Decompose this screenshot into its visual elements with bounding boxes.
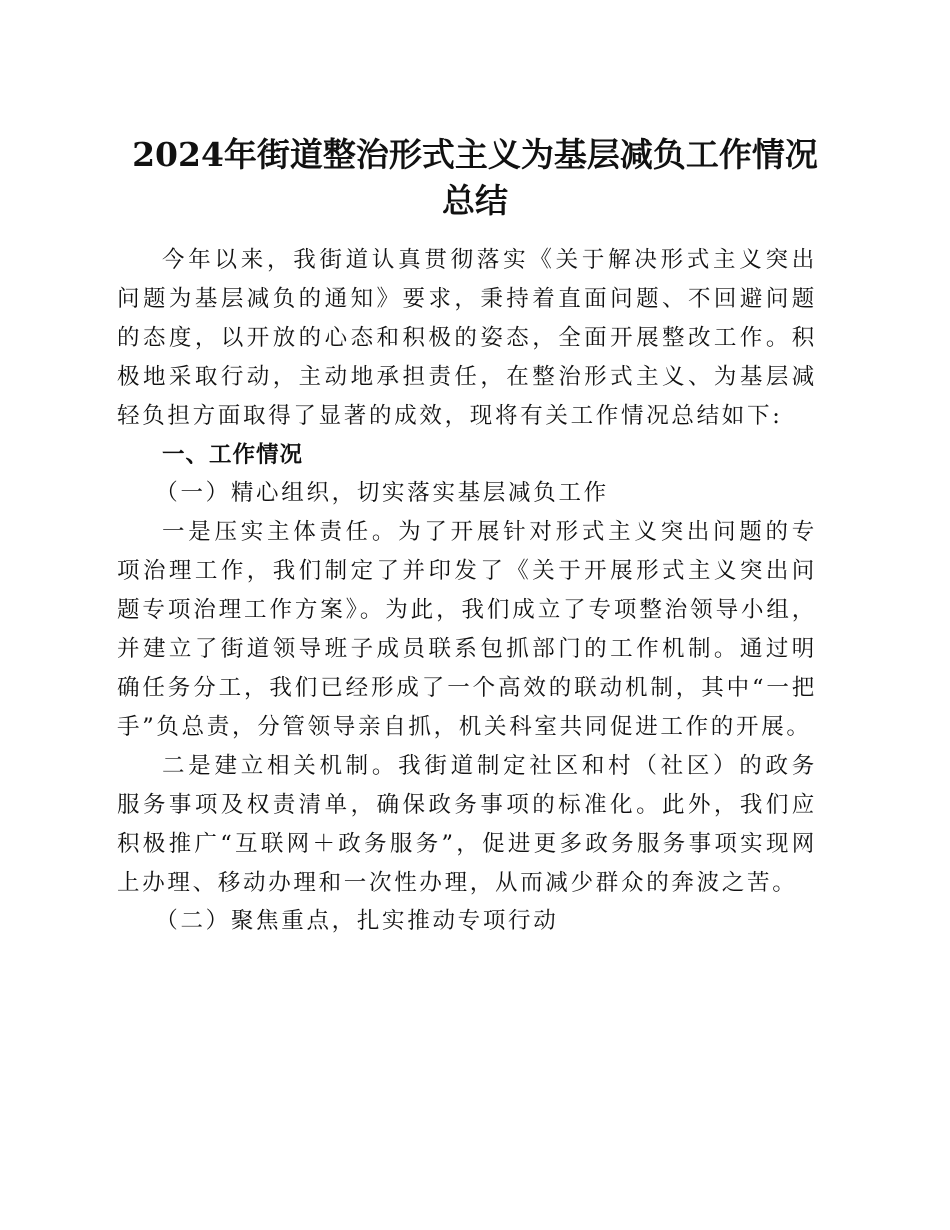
document-body xyxy=(117,241,817,941)
subsection-heading-2: （二）聚焦重点，扎实推动专项行动 xyxy=(155,908,559,935)
section-heading-work-status: 一、工作情况 xyxy=(162,441,304,468)
paragraph-responsibility: 一是压实主体责任。为了开展针对形式主义突出问题的专项治理工作，我们制定了并印发了《关于开展形式主义突出问题专项治理工作方案》。为此，我们成立了专项整治领导小组，并建立了街道领导班子成员联系包抓部门的工作机制。通过明确任务分工，我们已经形成了一个高效的联动机制，其中“一把手”负总责，分管领导亲自抓，机关科室共同促进工作的开展。 xyxy=(117,519,817,740)
paragraph-mechanism: 二是建立相关机制。我街道制定社区和村（社区）的政务服务事项及权责清单，确保政务事项的标准化。此外，我们应积极推广“互联网＋政务服务”，促进更多政务服务事项实现网上办理、移动办理和一次性办理，从而减少群众的奔波之苦。 xyxy=(117,752,817,896)
intro-paragraph: 今年以来，我街道认真贯彻落实《关于解决形式主义突出问题为基层减负的通知》要求，秉持着直面问题、不回避问题的态度，以开放的心态和积极的姿态，全面开展整改工作。积极地采取行动，主动地承担责任，在整治形式主义、为基层减轻负担方面取得了显著的成效，现将有关工作情况总结如下: xyxy=(117,247,817,429)
title-line-1: 2024年街道整治形式主义为基层减负工作情况 xyxy=(132,135,818,174)
title-line-2: 总结 xyxy=(442,181,508,220)
document-title xyxy=(100,132,850,224)
subsection-heading-1: （一）精心组织，切实落实基层减负工作 xyxy=(155,480,609,507)
